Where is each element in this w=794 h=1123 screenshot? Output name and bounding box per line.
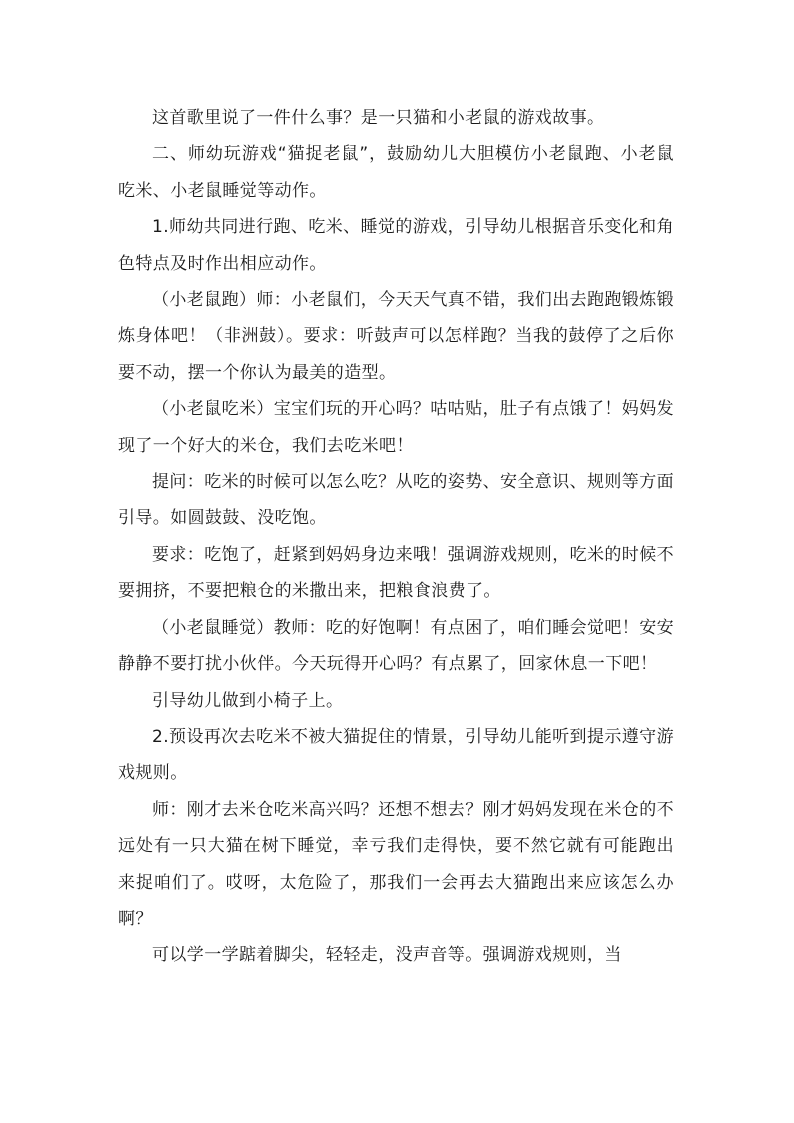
paragraph-11: 师：刚才去米仓吃米高兴吗？还想不想去？刚才妈妈发现在米仓的不远处有一只大猫在树下睡觉，幸亏我们走得快，要不然它就有可能跑出来捉咱们了。哎呀，太危险了，那我们一会再去大猫跑出来应该怎么办啊？ [118,799,674,929]
paragraph-12: 可以学一学踮着脚尖，轻轻走，没声音等。强调游戏规则，当 [152,945,622,966]
paragraph-9: 引导幼儿做到小椅子上。 [152,690,344,711]
document-body [118,100,674,974]
paragraph-6: 提问：吃米的时候可以怎么吃？从吃的姿势、安全意识、规则等方面引导。如圆鼓鼓、没吃饱。 [118,472,674,529]
paragraph-4: （小老鼠跑）师：小老鼠们，今天天气真不错，我们出去跑跑锻炼锻炼身体吧！（非洲鼓）。要求：听鼓声可以怎样跑？当我的鼓停了之后你要不动，摆一个你认为最美的造型。 [118,290,674,383]
paragraph-8: （小老鼠睡觉）教师：吃的好饱啊！有点困了，咱们睡会觉吧！安安静静不要打扰小伙伴。今天玩得开心吗？有点累了，回家休息一下吧！ [118,617,674,675]
paragraph-1: 这首歌里说了一件什么事？是一只猫和小老鼠的游戏故事。 [152,108,605,128]
paragraph-2: 二、师幼玩游戏“猫捉老鼠”，鼓励幼儿大胆模仿小老鼠跑、小老鼠吃米、小老鼠睡觉等动作。 [118,144,674,201]
paragraph-7: 要求：吃饱了，赶紧到妈妈身边来哦！强调游戏规则，吃米的时候不要拥挤，不要把粮仓的米撒出来，把粮食浪费了。 [118,544,674,602]
paragraph-10: 2.预设再次去吃米不被大猫捉住的情景，引导幼儿能听到提示遵守游戏规则。 [118,726,674,784]
paragraph-5: （小老鼠吃米）宝宝们玩的开心吗？咕咕贴，肚子有点饿了！妈妈发现了一个好大的米仓，我们去吃米吧！ [118,399,674,456]
paragraph-3: 1.师幼共同进行跑、吃米、睡觉的游戏，引导幼儿根据音乐变化和角色特点及时作出相应动作。 [118,217,674,274]
